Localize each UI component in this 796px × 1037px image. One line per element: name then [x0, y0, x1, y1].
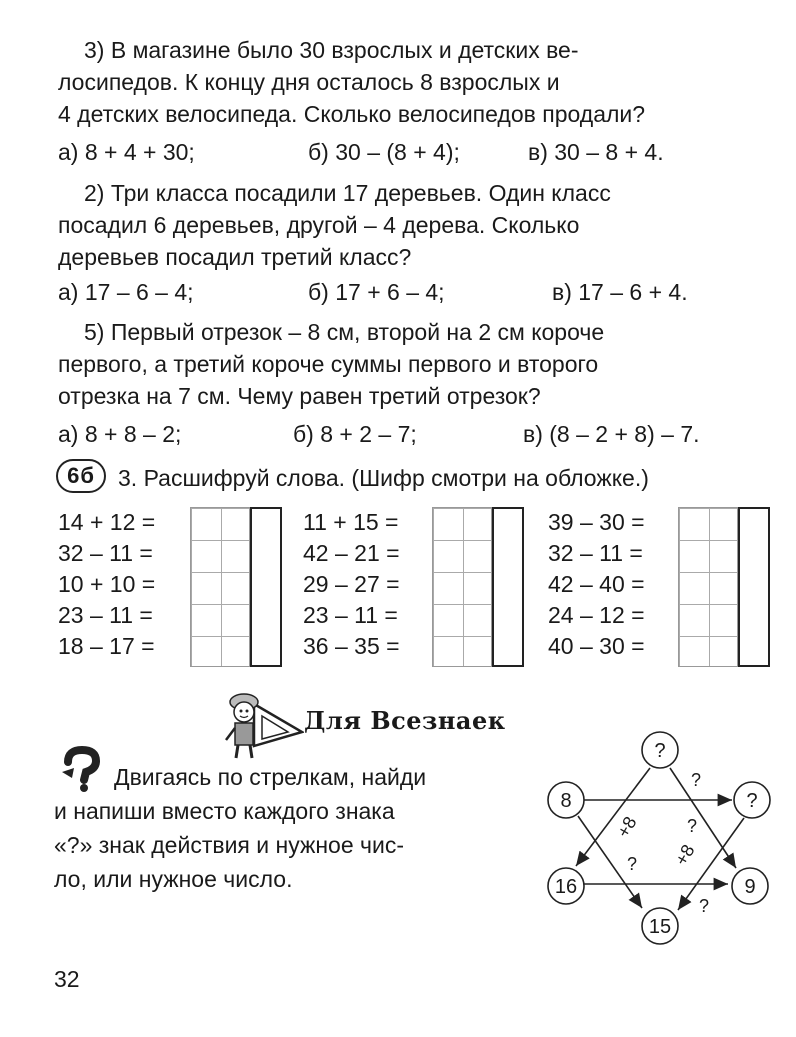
- answer-cells[interactable]: [190, 507, 250, 667]
- arrow-diagram: [536, 726, 786, 948]
- puzzle-line: ло, или нужное число.: [54, 866, 293, 892]
- expression: 29 – 27 =: [303, 571, 400, 597]
- puzzle-line: Двигаясь по стрелкам, найди: [114, 764, 427, 790]
- expression: 39 – 30 =: [548, 509, 645, 535]
- node-bottom-right-label: 9: [744, 876, 756, 898]
- puzzle-line: и напиши вместо каждого знака: [54, 798, 395, 824]
- option-c: в) 30 – 8 + 4.: [528, 139, 664, 165]
- task-2-options: [58, 276, 776, 308]
- expression: 32 – 11 =: [548, 540, 643, 566]
- task-badge: 6б: [56, 459, 106, 493]
- task-5-options: [58, 418, 776, 450]
- edge-label: ?: [626, 854, 638, 874]
- edge-label: ?: [690, 770, 702, 790]
- task-6b-text: 3. Расшифруй слова. (Шифр смотри на обложке.): [118, 465, 649, 491]
- edge-label: ?: [686, 816, 698, 836]
- section-title: Для Всезнаек: [304, 706, 506, 735]
- edge-label: +8: [613, 813, 641, 841]
- answer-cells[interactable]: [678, 507, 738, 667]
- edge-label: +8: [671, 841, 699, 869]
- edge-label: ?: [698, 896, 710, 916]
- answer-cells[interactable]: [432, 507, 492, 667]
- option-c: в) (8 – 2 + 8) – 7.: [523, 421, 700, 447]
- expression: 40 – 30 =: [548, 633, 645, 659]
- option-c: в) 17 – 6 + 4.: [552, 279, 688, 305]
- node-bottom-label: 15: [648, 916, 672, 938]
- expression: 14 + 12 =: [58, 509, 156, 535]
- task-5-line: первого, а третий короче суммы первого и второго: [58, 351, 599, 377]
- task-5: [58, 316, 776, 412]
- node-left-label: 8: [560, 790, 572, 812]
- arrow: [576, 768, 650, 866]
- expression: 36 – 35 =: [303, 633, 400, 659]
- task-2-line: деревьев посадил третий класс?: [58, 244, 412, 270]
- answer-grid-1[interactable]: [190, 507, 280, 667]
- option-a: а) 17 – 6 – 4;: [58, 279, 194, 305]
- task-3-line: лосипедов. К концу дня осталось 8 взрослых и: [58, 69, 560, 95]
- expression: 11 + 15 =: [303, 509, 399, 535]
- task-3-options: [58, 136, 776, 168]
- page-number: 32: [54, 966, 80, 992]
- answer-grid-3[interactable]: [678, 507, 768, 667]
- task-2: [58, 177, 776, 273]
- expression: 42 – 40 =: [548, 571, 645, 597]
- expression: 32 – 11 =: [58, 540, 153, 566]
- option-b: б) 8 + 2 – 7;: [293, 421, 417, 447]
- puzzle-line: «?» знак действия и нужное чис-: [54, 832, 405, 858]
- letter-box[interactable]: [250, 507, 282, 667]
- student-with-triangle-icon: [214, 684, 304, 764]
- task-5-line: 5) Первый отрезок – 8 см, второй на 2 см короче: [84, 319, 605, 345]
- option-b: б) 30 – (8 + 4);: [308, 139, 460, 165]
- task-3: [58, 34, 776, 130]
- task-5-line: отрезка на 7 см. Чему равен третий отрезок?: [58, 383, 541, 409]
- letter-box[interactable]: [738, 507, 770, 667]
- answer-grid-2[interactable]: [432, 507, 522, 667]
- expression: 18 – 17 =: [58, 633, 155, 659]
- expression: 23 – 11 =: [58, 602, 153, 628]
- option-a: а) 8 + 8 – 2;: [58, 421, 182, 447]
- expression: 23 – 11 =: [303, 602, 398, 628]
- expression: 10 + 10 =: [58, 571, 156, 597]
- option-b: б) 17 + 6 – 4;: [308, 279, 445, 305]
- task-3-line: 3) В магазине было 30 взрослых и детских ве-: [84, 37, 579, 63]
- expression: 24 – 12 =: [548, 602, 645, 628]
- task-3-line: 4 детских велосипеда. Сколько велосипедов продали?: [58, 101, 646, 127]
- task-2-line: 2) Три класса посадили 17 деревьев. Один класс: [84, 180, 611, 206]
- node-top-label: ?: [654, 740, 666, 762]
- task-2-line: посадил 6 деревьев, другой – 4 дерева. Сколько: [58, 212, 580, 238]
- expression: 42 – 21 =: [303, 540, 400, 566]
- option-a: а) 8 + 4 + 30;: [58, 139, 195, 165]
- node-right-label: ?: [746, 790, 758, 812]
- letter-box[interactable]: [492, 507, 524, 667]
- puzzle-text: [54, 760, 514, 896]
- node-bottom-left-label: 16: [554, 876, 578, 898]
